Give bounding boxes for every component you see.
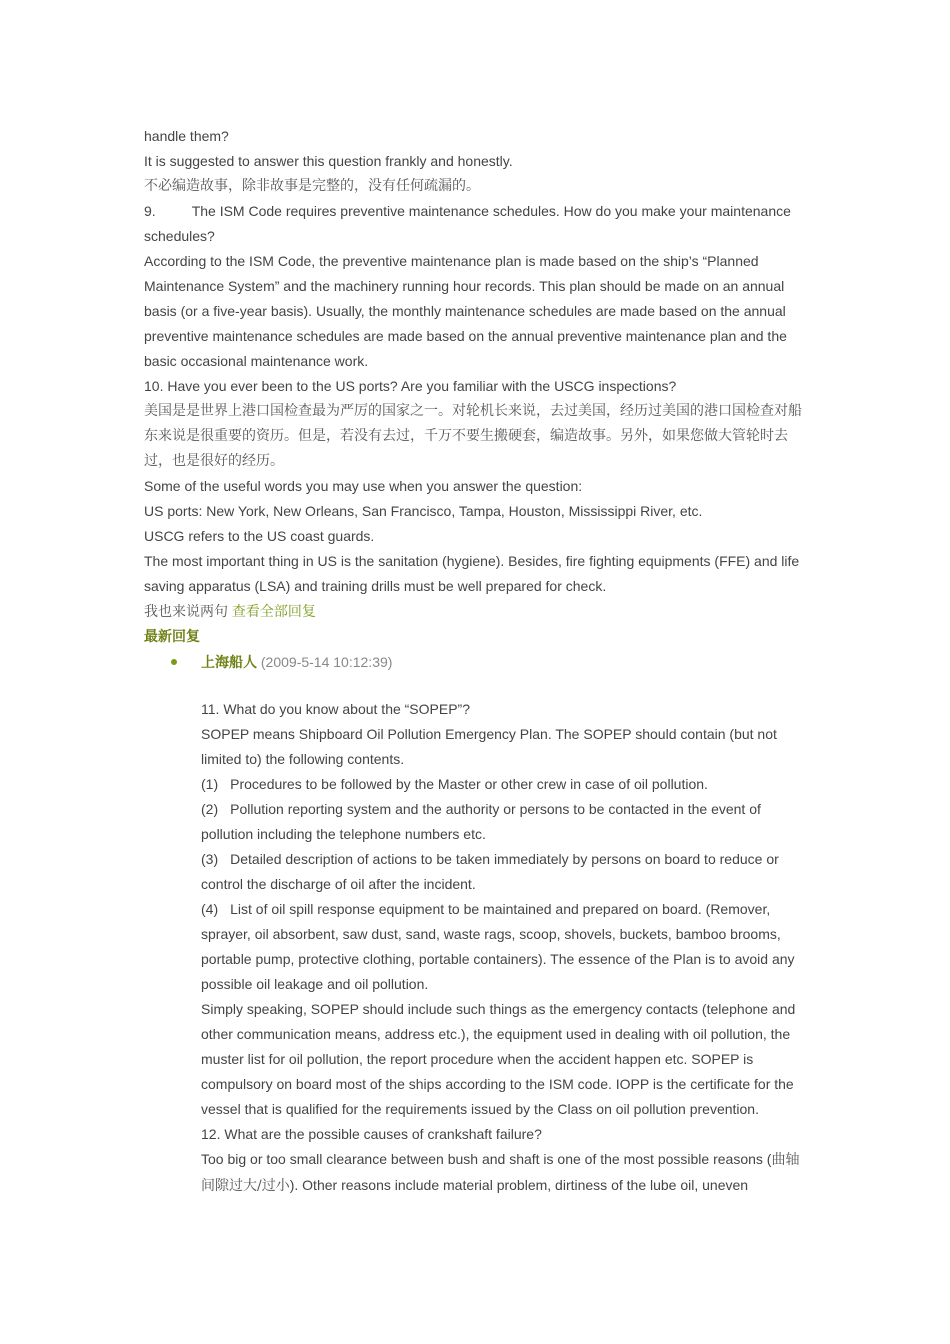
answer-12: Too big or too small clearance between bush and shaft is one of the most possible reasons (曲轴间隙过大/过小). Other reasons include material problem, dirtiness of the lube oil, uneven <box>201 1151 800 1194</box>
comment-link[interactable]: 我也来说两句 <box>144 604 228 620</box>
comment-actions <box>144 599 810 625</box>
latest-replies-heading: 最新回复 <box>144 629 200 645</box>
bullet-icon <box>171 659 177 665</box>
reply-meta <box>201 650 810 675</box>
paragraph: It is suggested to answer this question frankly and honestly. <box>144 153 513 169</box>
answer-9: According to the ISM Code, the preventive maintenance plan is made based on the ship’s “Planned Maintenance System” and the machinery running hour records. This plan should be made on an annual basis (or a five-year basis). Usually, the monthly maintenance schedules are made based on the annual preventive maintenance schedules are made based on the annual preventive maintenance plan and the basic occasional maintenance work. <box>144 253 787 369</box>
list-item: (1) Procedures to be followed by the Master or other crew in case of oil pollution. <box>201 776 708 792</box>
paragraph: SOPEP means Shipboard Oil Pollution Emergency Plan. The SOPEP should contain (but not limited to) the following contents. <box>201 726 777 767</box>
article-body <box>144 124 810 1199</box>
paragraph: handle them? <box>144 128 229 144</box>
spacer <box>201 675 810 697</box>
question-12: 12. What are the possible causes of crankshaft failure? <box>201 1126 542 1142</box>
list-item: (2) Pollution reporting system and the authority or persons to be contacted in the event of pollution including the telephone numbers etc. <box>201 801 761 842</box>
view-all-replies-link[interactable]: 查看全部回复 <box>231 604 316 620</box>
answer-10-chinese: 美国是是世界上港口国检查最为严厉的国家之一。对轮机长来说，去过美国，经历过美国的港口国检查对船东来说是很重要的资历。但是，若没有去过，千万不要生搬硬套，编造故事。另外，如果您做大管轮时去过，也是很好的经历。 <box>144 403 802 469</box>
question-11: 11. What do you know about the “SOPEP”? <box>201 701 471 717</box>
paragraph: The most important thing in US is the sanitation (hygiene). Besides, fire fighting equipments (FFE) and life saving apparatus (LSA) and training drills must be well prepared for check. <box>144 553 800 594</box>
paragraph-chinese: 不必编造故事，除非故事是完整的，没有任何疏漏的。 <box>144 178 480 194</box>
question-9 <box>144 199 810 249</box>
reply-item <box>201 650 810 1199</box>
reply-author[interactable]: 上海船人 <box>201 654 257 670</box>
paragraph: USCG refers to the US coast guards. <box>144 528 375 544</box>
question-text: The ISM Code requires preventive maintenance schedules. How do you make your maintenance schedules? <box>144 203 791 244</box>
reply-date: (2009-5-14 10:12:39) <box>260 654 393 670</box>
question-10: 10. Have you ever been to the US ports? Are you familiar with the USCG inspections? <box>144 378 677 394</box>
question-number: 9. <box>144 203 156 219</box>
paragraph: Simply speaking, SOPEP should include such things as the emergency contacts (telephone and other communication means, address etc.), the equipment used in dealing with oil pollution, the muster list for oil pollution, the report procedure when the accident happen etc. SOPEP is compulsory on board most of the ships according to the ISM code. IOPP is the certificate for the vessel that is qualified for the requirements issued by the Class on oil pollution prevention. <box>201 1001 796 1117</box>
list-item: (3) Detailed description of actions to be taken immediately by persons on board to reduce or control the discharge of oil after the incident. <box>201 851 779 892</box>
paragraph: US ports: New York, New Orleans, San Francisco, Tampa, Houston, Mississippi River, etc. <box>144 503 703 519</box>
paragraph: Some of the useful words you may use when you answer the question: <box>144 478 583 494</box>
list-item: (4) List of oil spill response equipment to be maintained and prepared on board. (Remover, sprayer, oil absorbent, saw dust, sand, waste rags, scoop, shovels, buckets, bamboo brooms, portable pump, protective clothing, portable containers). The essence of the Plan is to avoid any possible oil leakage and oil pollution. <box>201 901 795 992</box>
